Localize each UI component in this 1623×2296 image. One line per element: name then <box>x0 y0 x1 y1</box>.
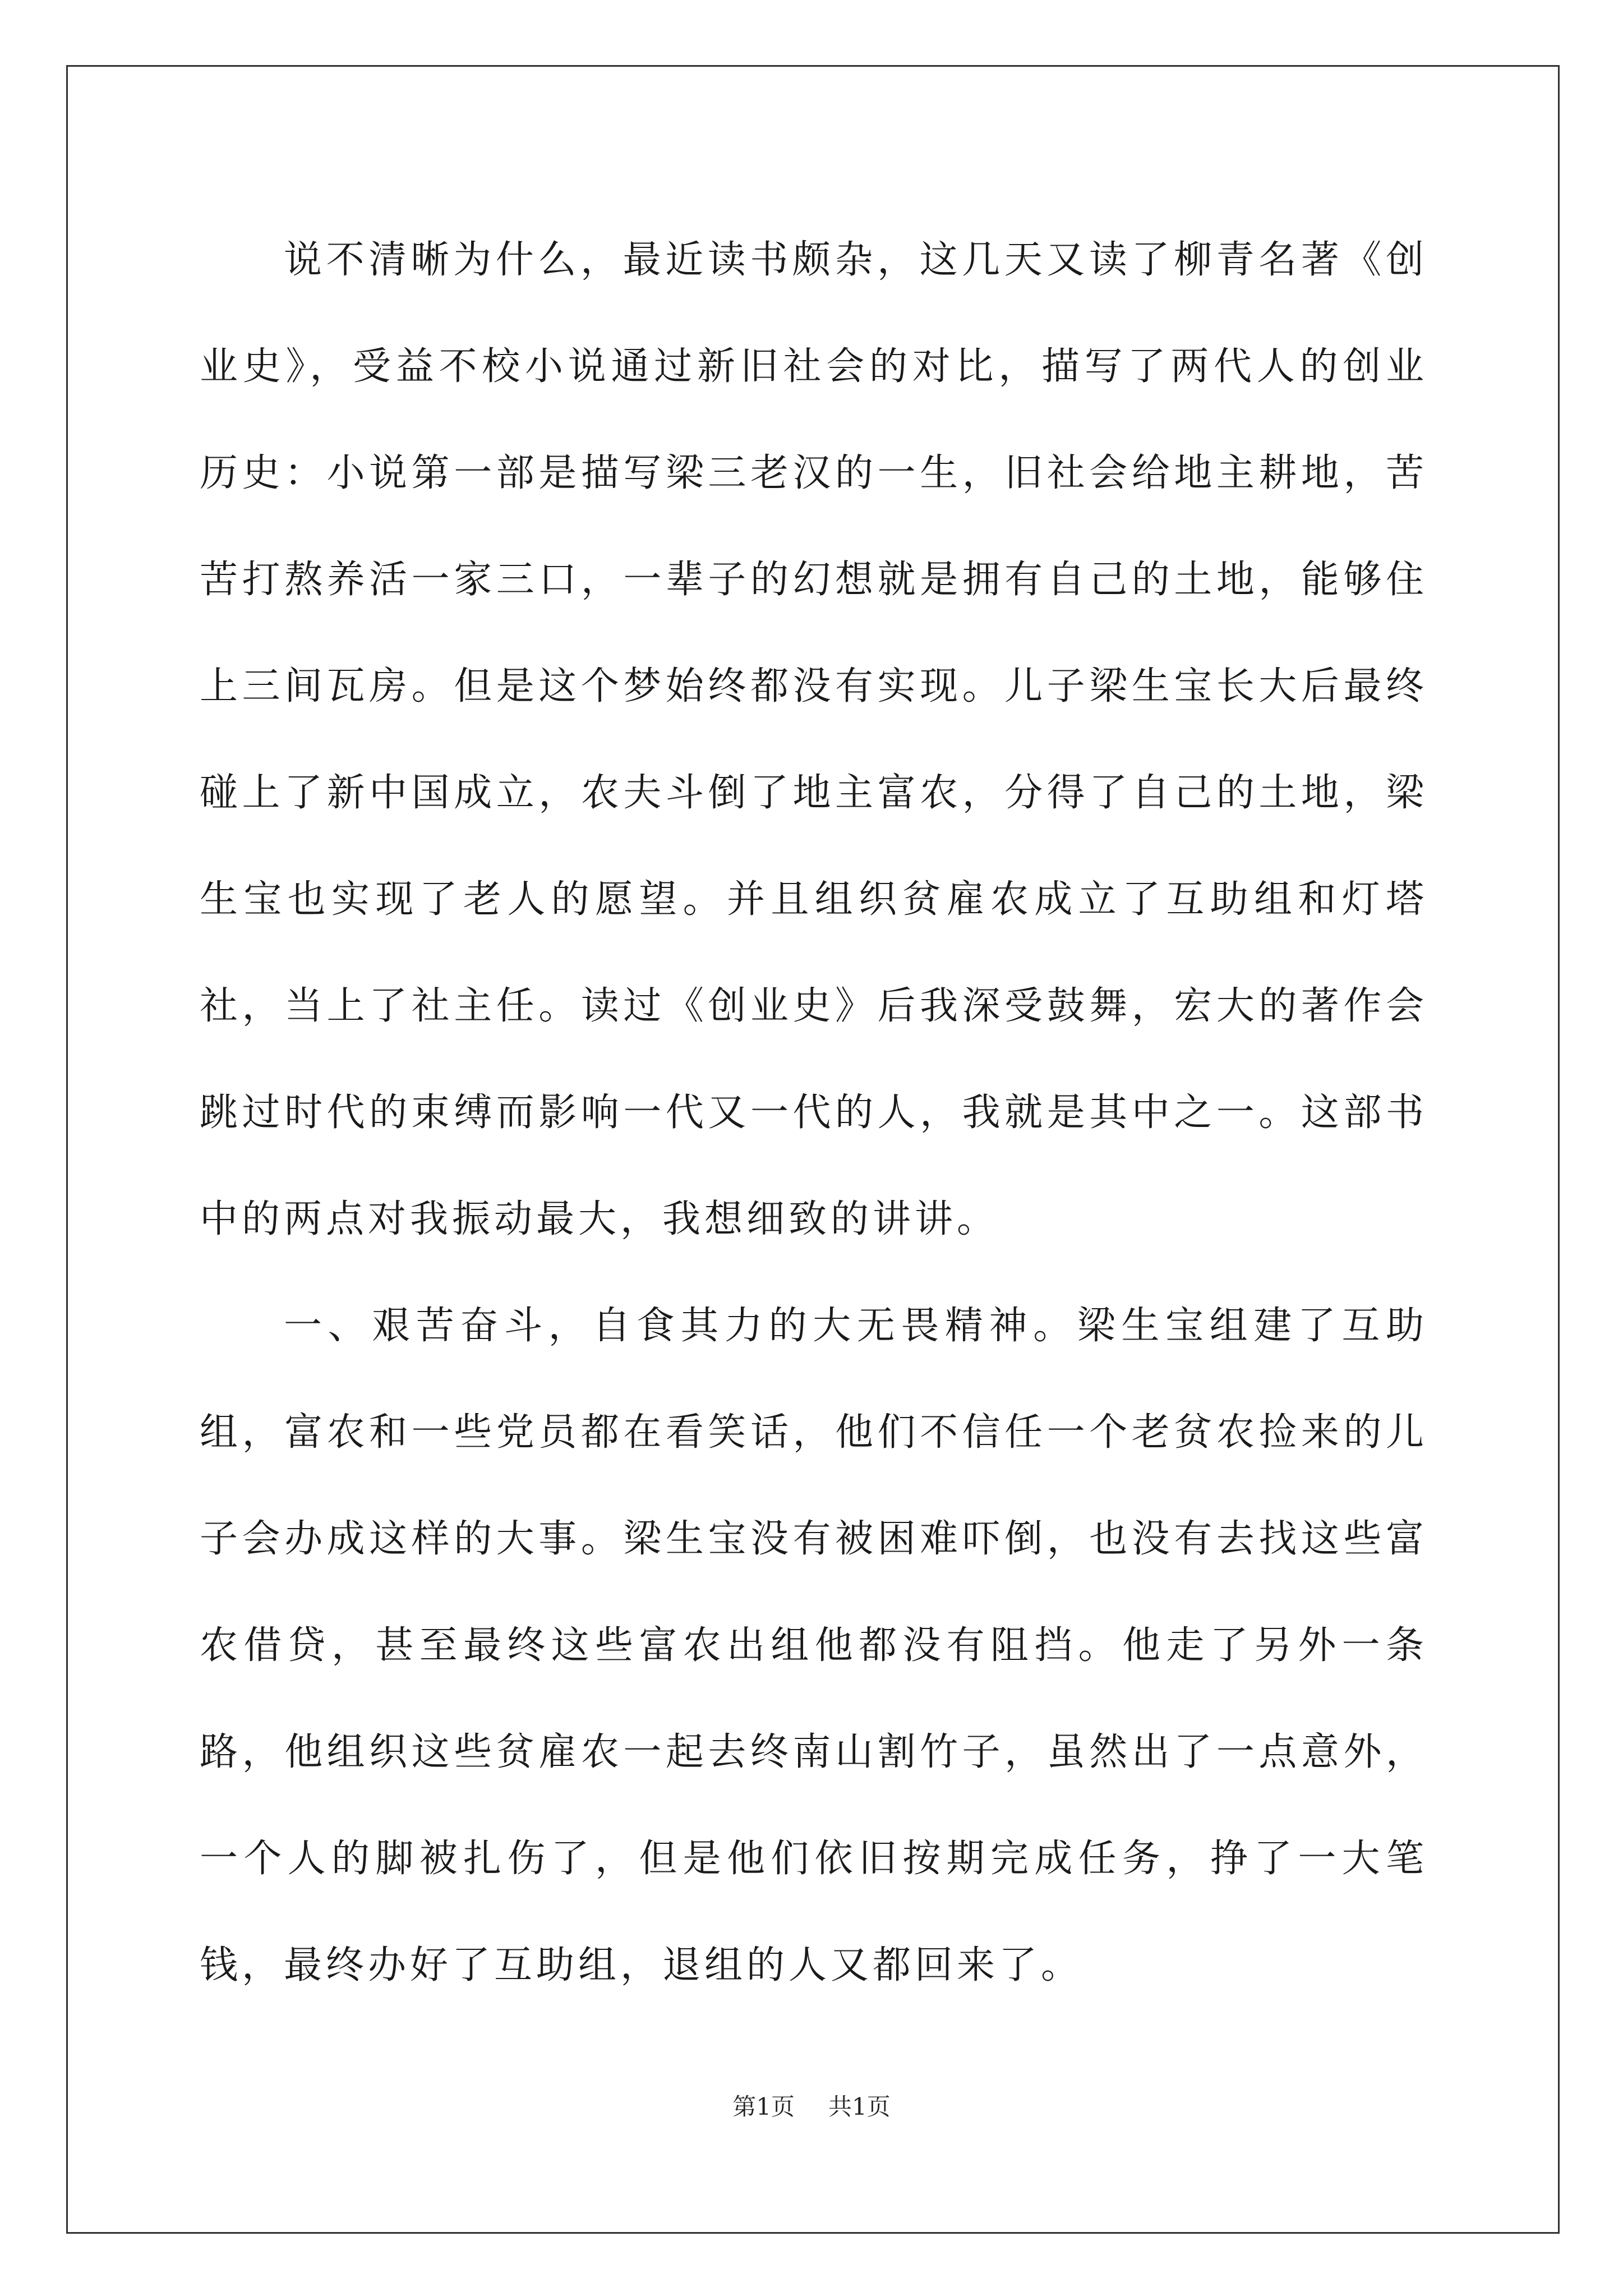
page-number: 第1页 <box>732 2093 795 2120</box>
page-footer <box>0 2090 1623 2124</box>
page-total: 共1页 <box>828 2093 891 2120</box>
paragraph-2: 一、艰苦奋斗，自食其力的大无畏精神。梁生宝组建了互助组，富农和一些党员都在看笑话，他们不信任一个老贫农捡来的儿子会办成这样的大事。梁生宝没有被困难吓倒，也没有去找这些富农借贷，甚至最终这些富农出组他都没有阻挡。他走了另外一条路，他组织这些贫雇农一起去终南山割竹子，虽然出了一点意外，一个人的脚被扎伤了，但是他们依旧按期完成任务，挣了一大笔钱，最终办好了互助组，退组的人又都回来了。 <box>200 1304 1428 1987</box>
paragraph-1: 说不清晰为什么，最近读书颇杂，这几天又读了柳青名著《创业史》，受益不校小说通过新旧社会的对比，描写了两代人的创业历史：小说第一部是描写梁三老汉的一生，旧社会给地主耕地，苦苦打熬养活一家三口，一辈子的幻想就是拥有自己的土地，能够住上三间瓦房。但是这个梦始终都没有实现。儿子梁生宝长大后最终碰上了新中国成立，农夫斗倒了地主富农，分得了自己的土地，梁生宝也实现了老人的愿望。并且组织贫雇农成立了互助组和灯塔社，当上了社主任。读过《创业史》后我深受鼓舞，宏大的著作会跳过时代的束缚而影响一代又一代的人，我就是其中之一。这部书中的两点对我振动最大，我想细致的讲讲。 <box>200 238 1428 1241</box>
document-body <box>200 207 1428 2019</box>
